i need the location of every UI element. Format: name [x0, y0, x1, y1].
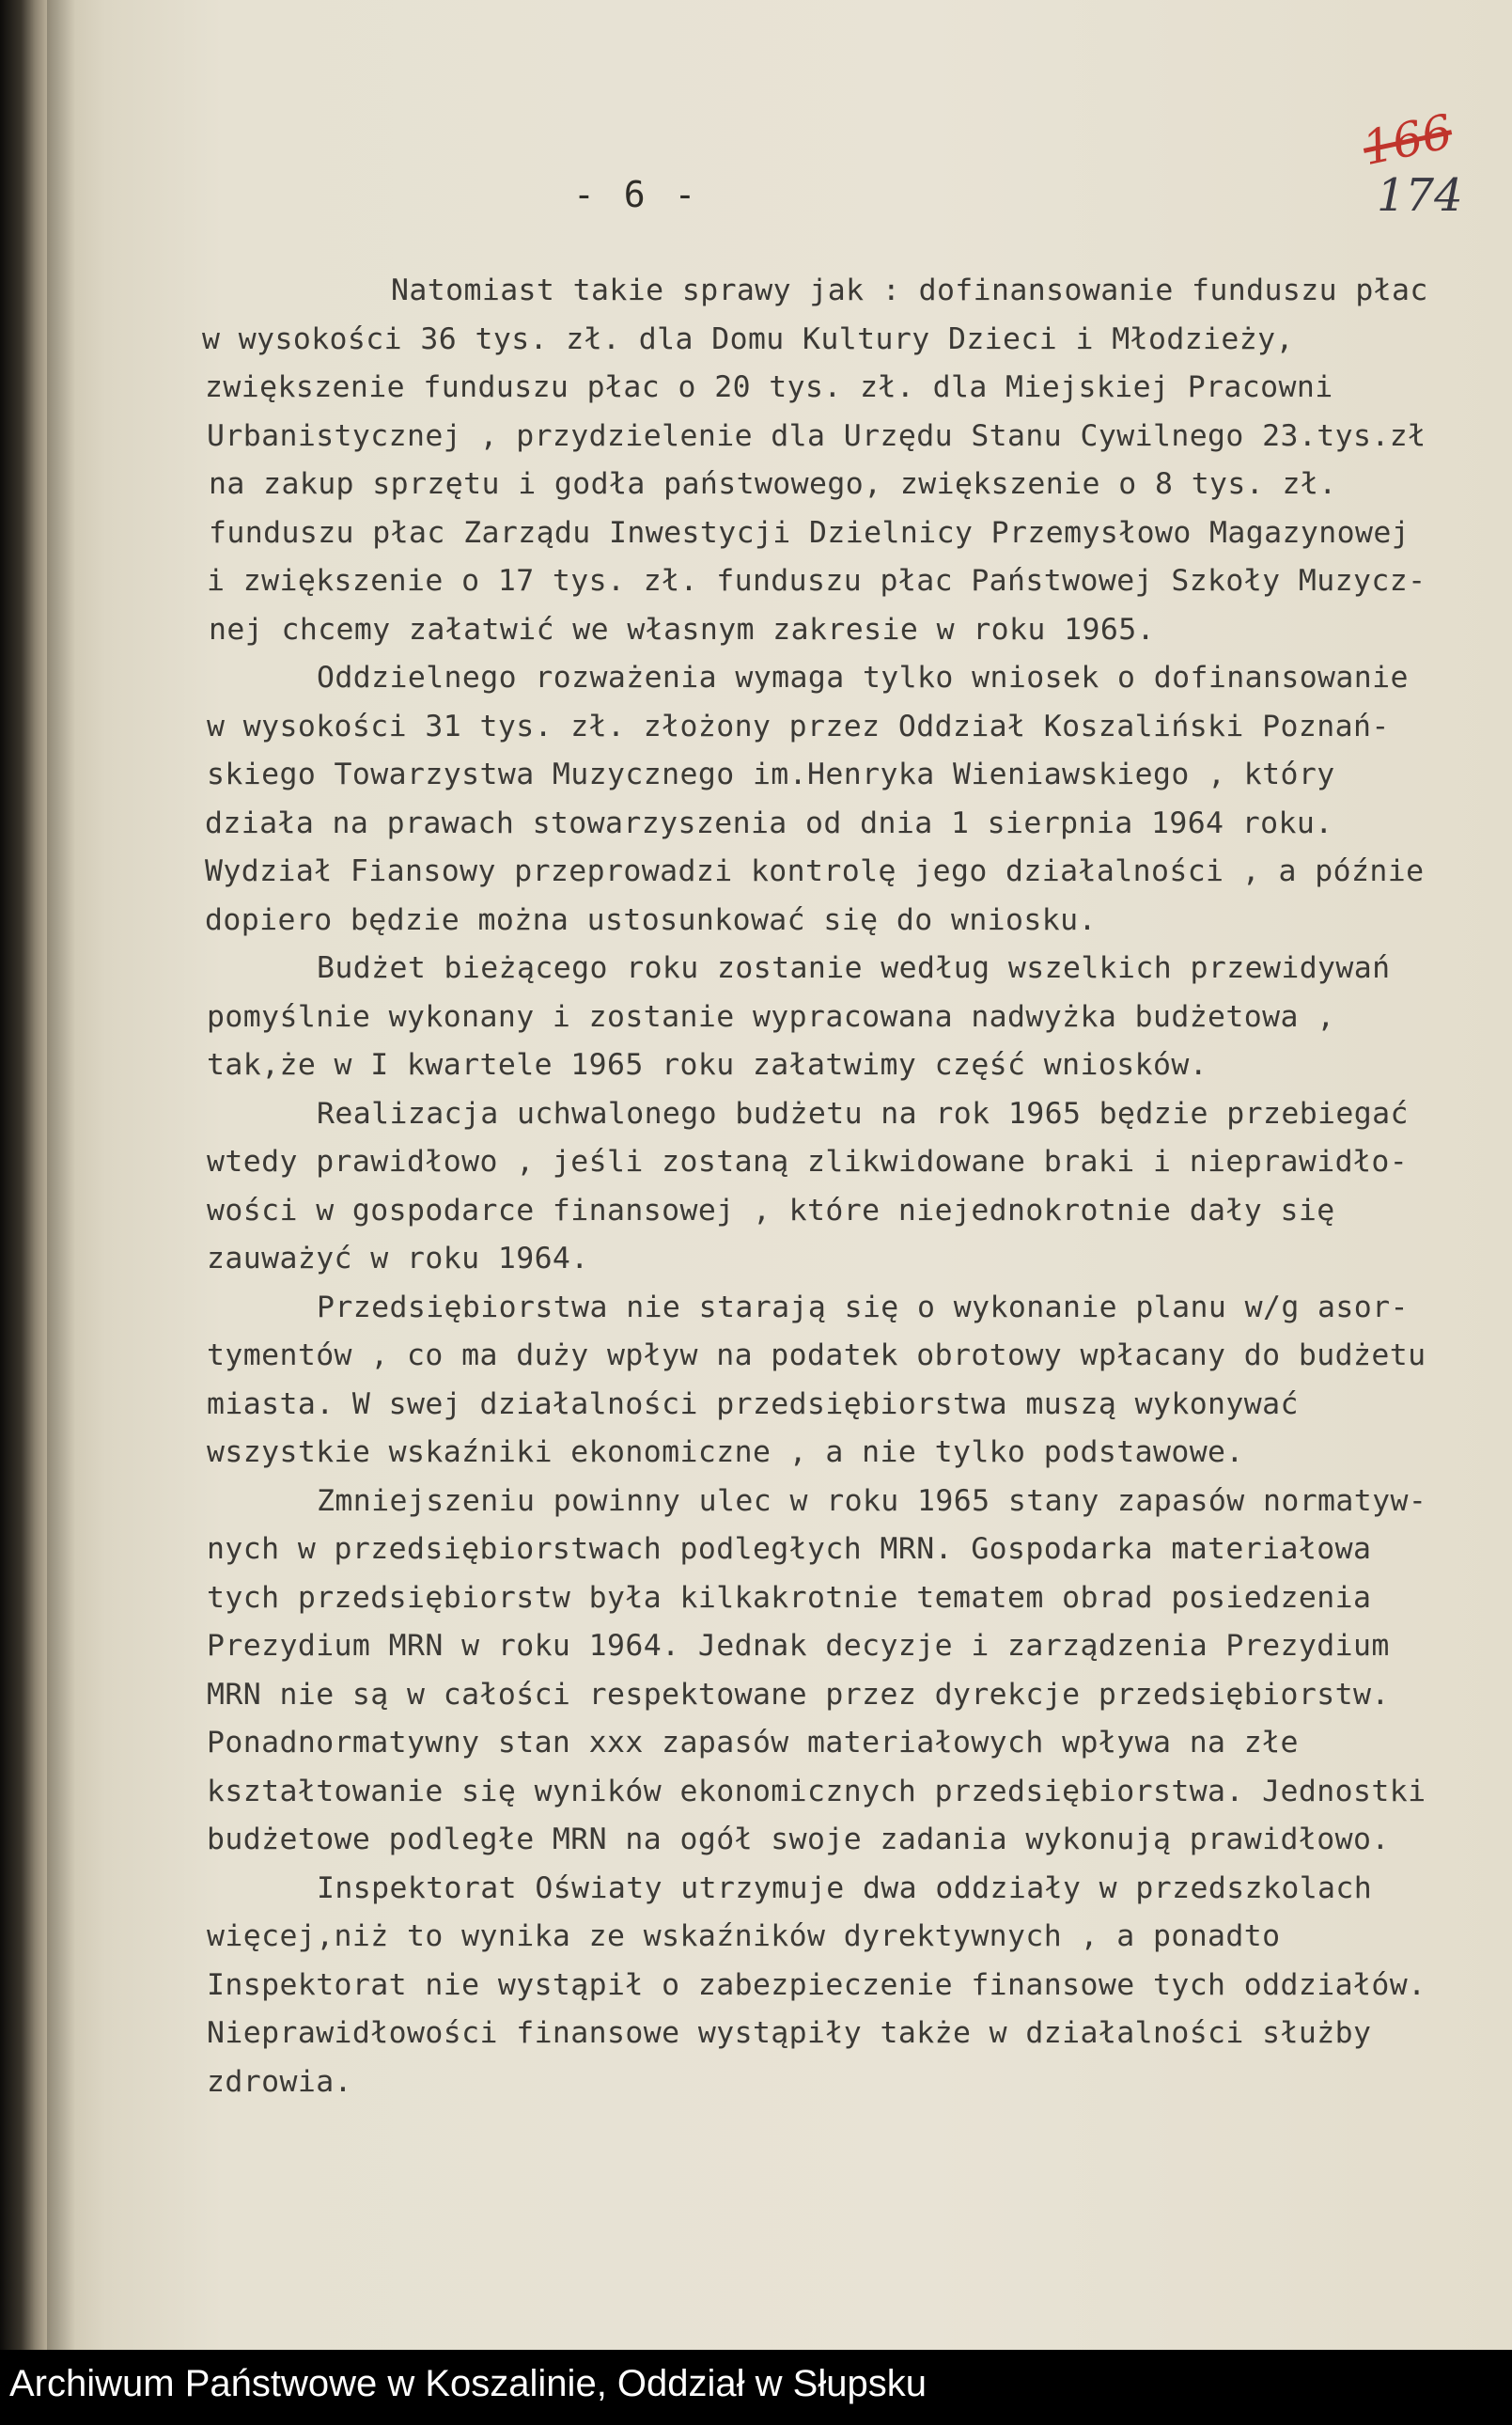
text-line: nej chcemy załatwić we własnym zakresie w roku 1965. — [209, 612, 1155, 647]
book-binding — [0, 0, 47, 2350]
text-line: kształtowanie się wyników ekonomicznych przedsiębiorstwa. Jednostki — [207, 1774, 1426, 1808]
text-line: działa na prawach stowarzyszenia od dnia 1 sierpnia 1964 roku. — [205, 806, 1333, 840]
folio-number-struck: 166 — [1358, 103, 1457, 177]
text-line: tak,że w I kwartele 1965 roku załatwimy część wniosków. — [207, 1048, 1208, 1082]
text-line: Wydział Fiansowy przeprowadzi kontrolę jego działalności , a późnie — [205, 854, 1425, 888]
text-line: Nieprawidłowości finansowe wystąpiły także w działalności służby — [207, 2016, 1372, 2050]
text-line: budżetowe podległe MRN na ogół swoje zadania wykonują prawidłowo. — [207, 1823, 1390, 1856]
text-line: zauważyć w roku 1964. — [207, 1242, 589, 1275]
text-line: tymentów , co ma duży wpływ na podatek obrotowy wpłacany do budżetu — [207, 1338, 1426, 1372]
text-line: Inspektorat Oświaty utrzymuje dwa oddziały w przedszkolach — [317, 1870, 1373, 1905]
text-line: miasta. W swej działalności przedsiębiorstwa muszą wykonywać — [207, 1386, 1299, 1421]
text-line: wości w gospodarce finansowej , które niejednokrotnie dały się — [207, 1193, 1335, 1228]
text-line: nych w przedsiębiorstwach podległych MRN. Gospodarka materiałowa — [207, 1532, 1372, 1566]
text-line: Realizacja uchwalonego budżetu na rok 1965 będzie przebiegać — [317, 1096, 1409, 1131]
page-edge-shadow — [47, 0, 75, 2350]
folio-number: 174 — [1377, 169, 1463, 222]
archive-name: Archiwum Państwowe w Koszalinie, Oddział w Słupsku — [9, 2363, 927, 2404]
text-line: w wysokości 31 tys. zł. złożony przez Oddział Koszaliński Poznań- — [207, 709, 1390, 743]
text-line: Zmniejszeniu powinny ulec w roku 1965 stany zapasów normatyw- — [317, 1483, 1427, 1518]
text-line: tych przedsiębiorstw była kilkakrotnie tematem obrad posiedzenia — [207, 1580, 1372, 1615]
text-line: pomyślnie wykonany i zostanie wypracowana nadwyżka budżetowa , — [207, 999, 1335, 1034]
text-line: wtedy prawidłowo , jeśli zostaną zlikwidowane braki i nieprawidło- — [207, 1145, 1409, 1179]
text-line: Przedsiębiorstwa nie starają się o wykonanie planu w/g asor- — [317, 1290, 1409, 1324]
text-line: skiego Towarzystwa Muzycznego im.Henryka Wieniawskiego , który — [207, 758, 1335, 791]
typed-text-body — [160, 267, 1512, 2106]
text-line: Budżet bieżącego roku zostanie według wszelkich przewidywań — [317, 951, 1391, 985]
text-line: w wysokości 36 tys. zł. dla Domu Kultury Dzieci i Młodzieży, — [202, 321, 1294, 356]
text-line: Ponadnormatywny stan xxx zapasów materiałowych wpływa na złe — [207, 1726, 1299, 1760]
text-line: Oddzielnego rozważenia wymaga tylko wniosek o dofinansowanie — [317, 661, 1409, 695]
text-line: Urbanistycznej , przydzielenie dla Urzędu Stanu Cywilnego 23.tys.zł — [207, 418, 1426, 453]
text-line: zwiększenie funduszu płac o 20 tys. zł. dla Miejskiej Pracowni — [205, 370, 1333, 404]
text-line: wszystkie wskaźniki ekonomiczne , a nie tylko podstawowe. — [207, 1435, 1244, 1469]
text-line: Prezydium MRN w roku 1964. Jednak decyzje i zarządzenia Prezydium — [207, 1629, 1390, 1663]
page-number: - 6 - — [573, 174, 700, 215]
text-line: na zakup sprzętu i godła państwowego, zwiększenie o 8 tys. zł. — [209, 467, 1337, 501]
text-line: Inspektorat nie wystąpił o zabezpieczenie finansowe tych oddziałów. — [207, 1967, 1426, 2002]
text-line: zdrowia. — [207, 2064, 352, 2099]
text-line: Natomiast takie sprawy jak : dofinansowanie funduszu płac — [391, 274, 1428, 307]
text-line: MRN nie są w całości respektowane przez dyrekcje przedsiębiorstw. — [207, 1677, 1390, 1712]
text-line: dopiero będzie można ustosunkować się do wniosku. — [205, 902, 1097, 937]
text-line: funduszu płac Zarządu Inwestycji Dzielnicy Przemysłowo Magazynowej — [209, 515, 1411, 550]
archive-footer-bar — [0, 2350, 1512, 2425]
text-line: więcej,niż to wynika ze wskaźników dyrektywnych , a ponadto — [207, 1919, 1281, 1953]
document-page — [47, 0, 1512, 2350]
text-line: i zwiększenie o 17 tys. zł. funduszu płac Państwowej Szkoły Muzycz- — [207, 564, 1426, 598]
